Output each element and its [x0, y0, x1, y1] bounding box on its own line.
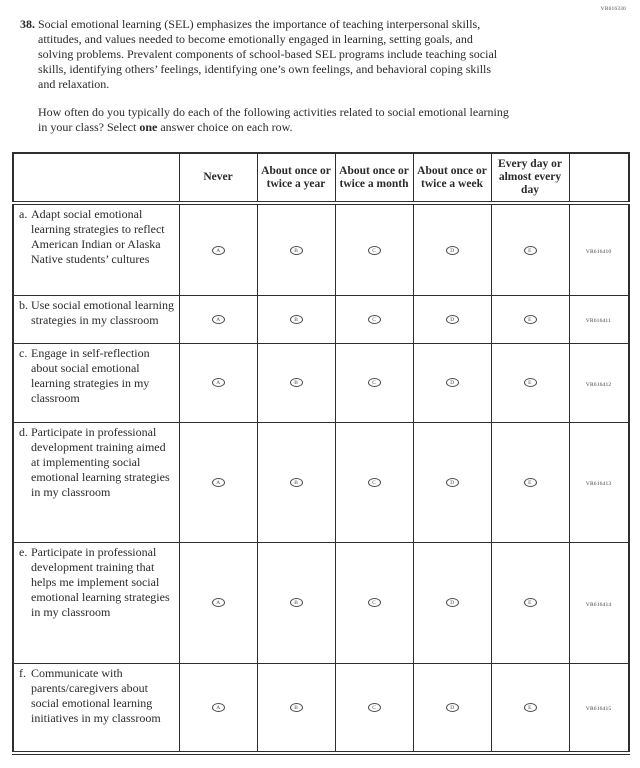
row-label: Communicate with parents/caregivers about social emotional learning initiatives in my classroom [31, 665, 161, 725]
answer-bubble-c[interactable]: C [368, 478, 381, 487]
answer-bubble-d[interactable]: D [446, 315, 459, 324]
table-header-row [13, 153, 629, 203]
row-letter: c. [19, 345, 28, 360]
header-code-column [569, 153, 629, 203]
answer-bubble-c[interactable]: C [368, 598, 381, 607]
row-code: VR616410 [585, 247, 612, 254]
row-code-cell [569, 663, 629, 753]
table-row [13, 422, 629, 542]
answer-bubble-b[interactable]: B [290, 598, 303, 607]
answer-bubble-e[interactable]: E [524, 246, 537, 255]
row-label: Participate in professional development training that helps me implement social emotional learning strategies in my classroom [31, 544, 170, 619]
answer-bubble-d[interactable]: D [446, 703, 459, 712]
answer-bubble-a[interactable]: A [212, 246, 225, 255]
row-letter: f. [19, 665, 26, 680]
row-label: Adapt social emotional learning strategies to reflect American Indian or Alaska Native students’ cultures [31, 207, 165, 266]
header-every-day: Every day or almost every day [491, 153, 569, 203]
row-code-cell [569, 422, 629, 542]
row-label: Participate in professional development training aimed at implementing social emotional learning strategies in my classroom [31, 424, 170, 499]
answer-bubble-a[interactable]: A [212, 315, 225, 324]
answer-bubble-b[interactable]: B [290, 315, 303, 324]
question-table [12, 152, 630, 755]
answer-bubble-c[interactable]: C [368, 703, 381, 712]
table-row [13, 203, 629, 295]
answer-bubble-e[interactable]: E [524, 703, 537, 712]
answer-bubble-e[interactable]: E [524, 378, 537, 387]
row-code: VR616414 [585, 600, 612, 607]
answer-bubble-a[interactable]: A [212, 378, 225, 387]
row-code: VR616415 [585, 705, 612, 712]
answer-bubble-d[interactable]: D [446, 478, 459, 487]
prompt-text-start: How often do you typically do each of the following activities related to social emotional learning in your class? Select [38, 105, 509, 134]
row-code-cell [569, 542, 629, 663]
row-code: VR616411 [586, 316, 612, 324]
header-never: Never [179, 153, 257, 203]
question-table-body [13, 203, 629, 753]
row-code: VR616412 [585, 380, 612, 387]
answer-bubble-e[interactable]: E [524, 315, 537, 324]
table-row [13, 343, 629, 422]
row-label-cell [13, 343, 179, 422]
answer-bubble-c[interactable]: C [368, 315, 381, 324]
row-letter: d. [19, 424, 28, 439]
row-code-cell [569, 203, 629, 295]
answer-bubble-a[interactable]: A [212, 703, 225, 712]
row-letter: b. [19, 297, 28, 312]
answer-bubble-c[interactable]: C [368, 246, 381, 255]
header-once-twice-month: About once or twice a month [335, 153, 413, 203]
row-label-cell [13, 295, 179, 343]
question-number: 38. [20, 17, 35, 31]
table-row [13, 295, 629, 343]
answer-bubble-d[interactable]: D [446, 378, 459, 387]
header-blank [13, 153, 179, 203]
row-code: VR616413 [585, 479, 612, 487]
answer-bubble-a[interactable]: A [212, 598, 225, 607]
answer-bubble-b[interactable]: B [290, 378, 303, 387]
row-label-cell [13, 542, 179, 663]
row-letter: a. [19, 207, 28, 221]
answer-bubble-c[interactable]: C [368, 378, 381, 387]
answer-bubble-a[interactable]: A [212, 478, 225, 487]
answer-bubble-b[interactable]: B [290, 703, 303, 712]
answer-bubble-b[interactable]: B [290, 478, 303, 487]
answer-bubble-d[interactable]: D [446, 246, 459, 255]
prompt-bold-word: one [139, 120, 158, 134]
page-code: VR616330 [600, 5, 626, 11]
table-row [13, 542, 629, 663]
row-code-cell [569, 343, 629, 422]
answer-bubble-e[interactable]: E [524, 478, 537, 487]
question-prompt [38, 105, 511, 135]
prompt-text-end: answer choice on each row. [157, 120, 293, 134]
row-code-cell [569, 295, 629, 343]
answer-bubble-b[interactable]: B [290, 246, 303, 255]
row-label: Use social emotional learning strategies in my classroom [31, 297, 174, 327]
row-label-cell [13, 203, 179, 295]
row-label-cell [13, 663, 179, 753]
header-once-twice-year: About once or twice a year [257, 153, 335, 203]
header-once-twice-week: About once or twice a week [413, 153, 491, 203]
answer-bubble-d[interactable]: D [446, 598, 459, 607]
row-label: Engage in self-reflection about social emotional learning strategies in my classroom [31, 345, 150, 405]
question-intro: Social emotional learning (SEL) emphasizes the importance of teaching interpersonal skills, attitudes, and values needed to become emotionally engaged in learning, setting goals, and solving problems. Prevalent components of school-based SEL programs include teaching social skills, identifying others’ feelings, identifying one’s own feelings, and behavioral coping skills and relaxation. [38, 17, 498, 91]
answer-bubble-e[interactable]: E [524, 598, 537, 607]
row-label-cell [13, 422, 179, 542]
table-row [13, 663, 629, 753]
row-letter: e. [19, 544, 28, 559]
question-block [20, 17, 540, 135]
